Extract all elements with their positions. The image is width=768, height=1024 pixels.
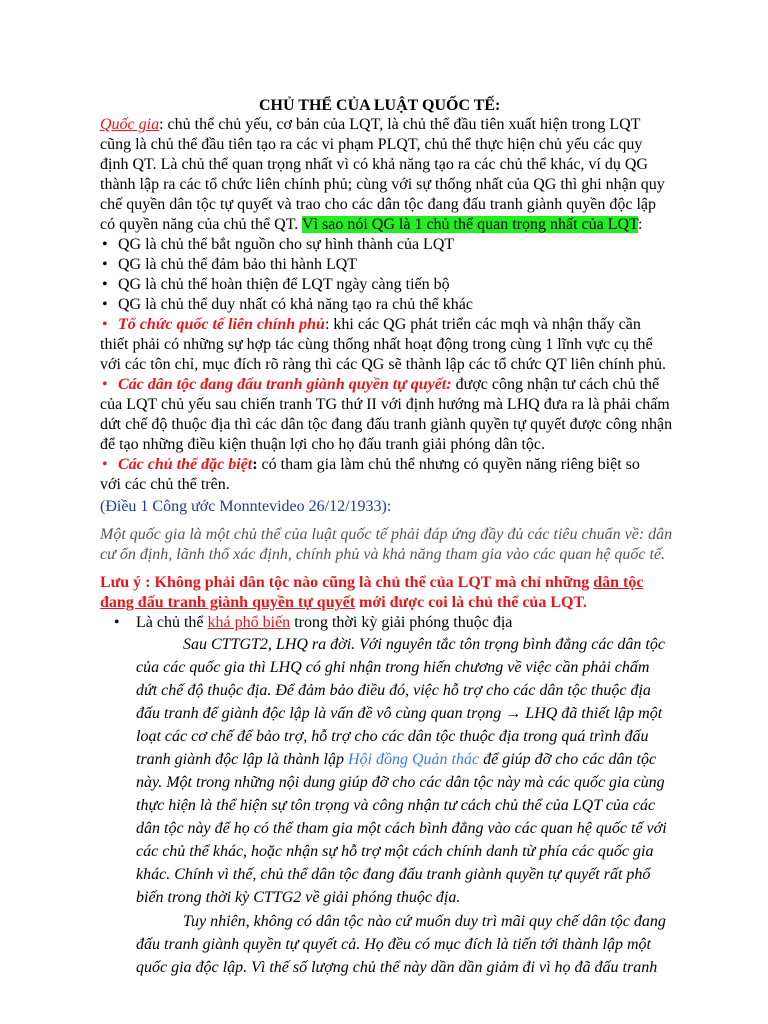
to-chuc-line-3: với các tôn chỉ, mục đích rõ ràng thì các QG sẽ thành lập các tổ chức QT liên chính phủ. [100,356,666,373]
para1-line: tranh giành độc lập là thành lập Hội đồng Quản thác để giúp đỡ cho các dân tộc [136,751,657,768]
reason-item: QG là chủ thể hoàn thiện để LQT ngày càng tiến bộ [118,276,450,293]
quoc-gia-line-2: cũng là chủ thể đầu tiên tạo ra các vi phạm PLQT, chủ thể thực hiện chủ yếu các quy [100,136,643,153]
para1-line: này. Một trong những nội dung giúp đỡ cho các dân tộc này mà các quốc gia cùng [136,774,665,791]
highlight-question: Vì sao nói QG là 1 chủ thể quan trọng nhất của LQT [302,216,639,233]
para1-line: dứt chế độ thuộc địa. Để đảm bảo điều đó, việc hỗ trợ cho các dân tộc thuộc địa [136,682,651,699]
bullet-icon: • [102,376,108,393]
para1-line: Sau CTTGT2, LHQ ra đời. Với nguyên tắc tôn trọng bình đẳng các dân tộc [183,636,665,653]
dan-toc-line-1: Các dân tộc đang đấu tranh giành quyền tự quyết: được công nhận tư cách chủ thể [118,376,660,393]
quoc-gia-line-3: định QT. Là chủ thể quan trọng nhất vì có khả năng tạo ra các chủ thể khác, ví dụ QG [100,156,648,173]
hoi-dong-quan-thac-link[interactable]: Hội đồng Quản thác [348,751,480,768]
bullet-icon: • [102,456,108,473]
luu-y-line-1: Lưu ý : Không phải dân tộc nào cũng là chủ thể của LQT mà chỉ những dân tộc [100,574,644,591]
reason-item: QG là chủ thể đảm bảo thi hành LQT [118,256,358,273]
bullet-icon: • [102,316,108,333]
quoc-gia-line-1: Quốc gia: chủ thể chủ yếu, cơ bản của LQT, là chủ thể đầu tiên xuất hiện trong LQT [100,116,641,133]
dan-toc-line-4: để tạo những điều kiện thuận lợi cho họ đấu tranh giải phóng dân tộc. [100,436,546,453]
dieu-1-heading: (Điều 1 Công ước Monntevideo 26/12/1933): [100,498,392,515]
para1-line: loạt các cơ chế để bảo trợ, hỗ trợ cho các dân tộc thuộc địa trong quá trình đấu [136,728,649,745]
dan-toc-label: Các dân tộc đang đấu tranh giành quyền tự quyết: [118,376,452,393]
dac-biet-label: Các chủ thể đặc biệt [118,456,253,473]
para1-line: đấu tranh để giành độc lập là vấn đề vô cùng quan trọng → LHQ đã thiết lập một [136,705,663,722]
dac-biet-line-1: Các chủ thể đặc biệt: có tham gia làm chủ thể nhưng có quyền năng riêng biệt so [118,456,640,473]
bullet-icon: • [114,614,120,631]
quoc-gia-line-4: thành lập ra các tổ chức liên chính phủ; cùng với sự thống nhất của QG thì ghi nhận quy [100,176,665,193]
to-chuc-line-1: Tổ chức quốc tế liên chính phủ: khi các QG phát triển các mqh và nhận thấy cần [118,316,641,333]
to-chuc-label: Tổ chức quốc tế liên chính phủ [118,316,325,333]
quoc-gia-line-6: có quyền năng của chủ thể QT. Vì sao nói QG là 1 chủ thể quan trọng nhất của LQT: [100,216,643,233]
bullet-icon: • [102,276,108,293]
luu-y-line-2: đang đấu tranh giành quyền tự quyết mới được coi là chủ thể của LQT. [100,594,587,611]
dac-biet-line-2: với các chủ thể trên. [100,476,230,493]
para2-line: Tuy nhiên, không có dân tộc nào cứ muốn duy trì mãi quy chế dân tộc đang [183,913,666,930]
bullet-icon: • [102,256,108,273]
reason-item: QG là chủ thể duy nhất có khả năng tạo ra chủ thể khác [118,296,473,313]
para1-line: dân tộc này để họ có thể tham gia một cách bình đẳng vào các quan hệ quốc tế với [136,820,667,837]
quote-line-2: cư ổn định, lãnh thổ xác định, chính phủ và khả năng tham gia vào các quan hệ quốc tế. [100,546,666,563]
para2-line: đấu tranh giành quyền tự quyết cả. Họ đều có mục đích là tiến tới thành lập một [136,936,651,953]
dan-toc-line-3: dứt chế độ thuộc địa thì các dân tộc đang đấu tranh giành quyền tự quyết được công nhận [100,416,673,433]
bullet-icon: • [102,296,108,313]
dan-toc-line-2: của LQT chủ yếu sau chiến tranh TG thứ II với định hướng mà LHQ đưa ra là phải chấm [100,396,670,413]
para1-line: khác. Chính vì thế, chủ thể dân tộc đang đấu tranh giành quyền tự quyết rất phổ [136,866,651,883]
para1-line: thực hiện là thể hiện sự tôn trọng và công nhận tư cách chủ thể của LQT của các [136,797,656,814]
reason-item: QG là chủ thể bắt nguồn cho sự hình thành của LQT [118,236,455,253]
pho-bien-highlight: khá phổ biến [207,614,291,631]
para1-line: biến trong thời kỳ CTTG2 về giải phóng thuộc địa. [136,889,461,906]
para2-line: quốc gia độc lập. Vì thế số lượng chủ thể này dần dần giảm đi vì họ đã đấu tranh [136,959,658,976]
to-chuc-line-2: thiết phải có những sự hợp tác cùng thống nhất hoạt động trong cùng 1 lĩnh vực cụ thể [100,336,653,353]
page-title: CHỦ THỂ CỦA LUẬT QUỐC TẾ: [259,97,501,114]
quoc-gia-label: Quốc gia [100,116,160,133]
pho-bien-line: Là chủ thể khá phổ biến trong thời kỳ giải phóng thuộc địa [136,614,513,631]
quoc-gia-line-5: chế quyền dân tộc tự quyết và trao cho các dân tộc đang đấu tranh giành quyền độc lập [100,196,657,213]
para1-line: của các quốc gia thì LHQ có ghi nhận trong hiến chương về việc cần phải chấm [136,659,650,676]
para1-line: các chủ thể khác, hoặc nhận sự hỗ trợ một cách chính danh từ phía các quốc gia [136,843,654,860]
quote-line-1: Một quốc gia là một chủ thể của luật quốc tế phải đáp ứng đầy đủ các tiêu chuẩn về: dân [100,526,673,543]
bullet-icon: • [102,236,108,253]
